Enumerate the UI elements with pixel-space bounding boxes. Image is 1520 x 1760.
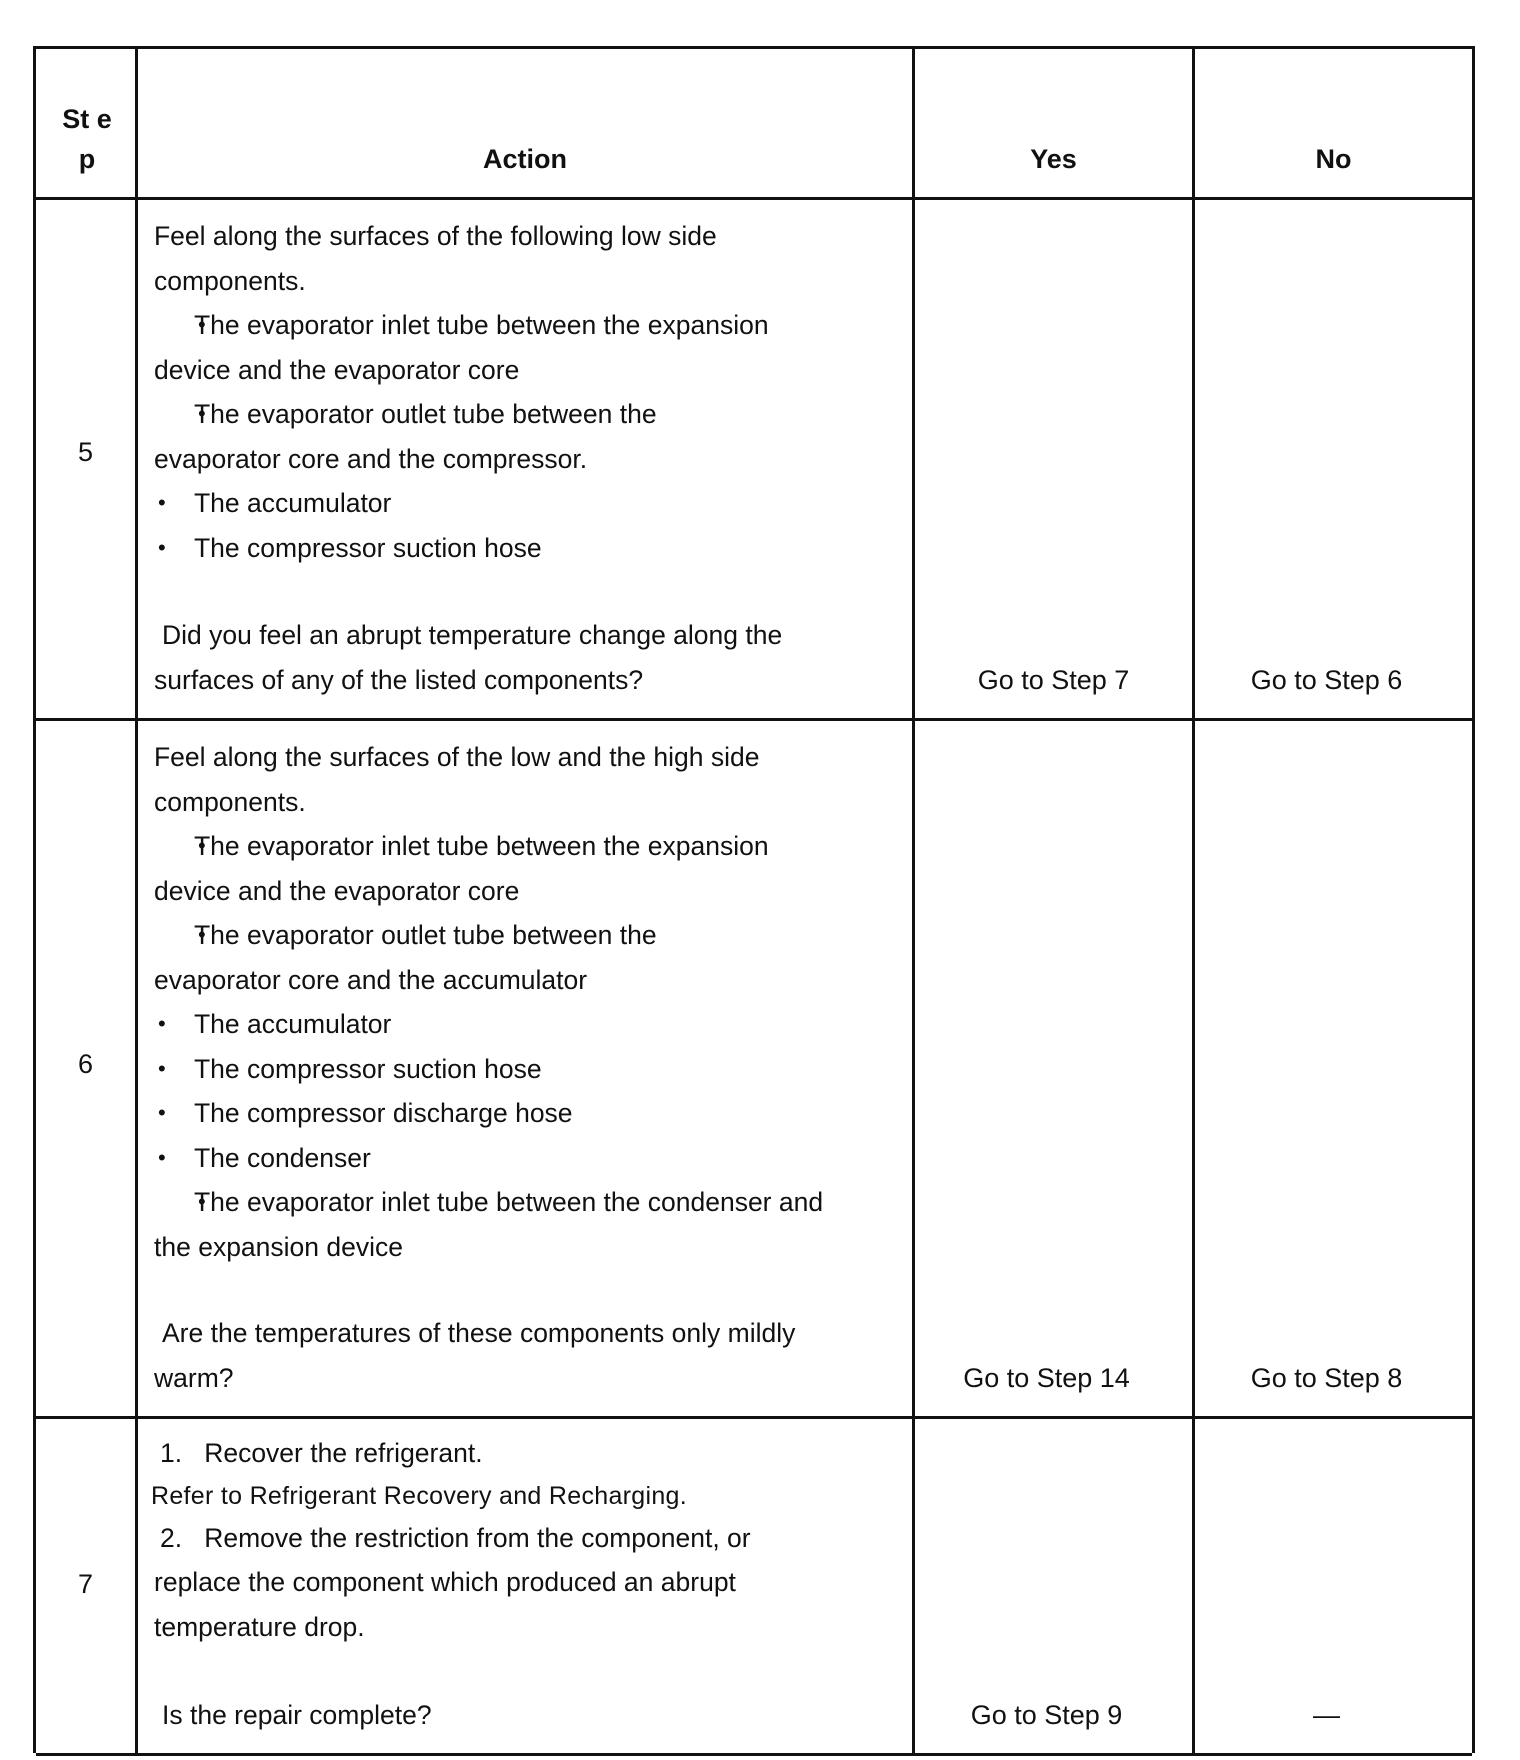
reference-note: Refer to Refrigerant Recovery and Recharging.: [151, 1481, 687, 1510]
list-item: • The compressor suction hose: [154, 526, 892, 571]
step-row-5: [36, 200, 1472, 721]
step-number: 7: [77, 1569, 94, 1599]
no-result: —: [1313, 1700, 1340, 1730]
no-cell: [1195, 200, 1472, 718]
list-item: • The compressor suction hose: [154, 1047, 892, 1092]
step-number: 5: [77, 437, 94, 467]
yes-result: Go to Step 9: [970, 1700, 1123, 1730]
list-item: • The accumulator: [154, 481, 892, 526]
header-action-cell: [138, 49, 915, 197]
yes-cell: [915, 200, 1195, 718]
yes-cell: [915, 1419, 1195, 1753]
header-no: No: [1315, 144, 1352, 174]
list-item: • The evaporator inlet tube between the condenser and the expansion device: [154, 1180, 834, 1269]
list-item: • The evaporator outlet tube between the evaporator core and the accumulator: [154, 913, 754, 1002]
step-cell: [36, 721, 138, 1416]
list-item: 2. Remove the restriction from the component, or replace the component which produced an abrupt temperature drop.: [154, 1522, 758, 1642]
no-result: Go to Step 8: [1250, 1363, 1403, 1393]
action-question: [154, 613, 892, 702]
action-question: [154, 1311, 892, 1400]
header-yes: Yes: [1030, 144, 1077, 174]
question-text: Did you feel an abrupt temperature change along the surfaces of any of the listed components?: [154, 620, 783, 695]
diagnostic-table: [33, 46, 1475, 1753]
action-cell: [138, 1419, 915, 1753]
list-item: • The condenser: [154, 1136, 892, 1181]
list-item: 1. Recover the refrigerant.: [160, 1438, 483, 1468]
action-text: [154, 735, 892, 1269]
yes-cell: [915, 721, 1195, 1416]
action-cell: [138, 721, 915, 1416]
header-step: St ep: [62, 104, 112, 174]
header-row: [36, 49, 1472, 200]
header-yes-cell: [915, 49, 1195, 197]
yes-result: Go to Step 7: [977, 665, 1130, 695]
no-result: Go to Step 6: [1250, 665, 1403, 695]
list-item: • The evaporator inlet tube between the expansion device and the evaporator core: [154, 303, 834, 392]
header-action: Action: [483, 144, 567, 174]
list-item: • The compressor discharge hose: [154, 1091, 892, 1136]
step-cell: [36, 200, 138, 718]
step-row-7: [36, 1419, 1472, 1756]
action-text: [154, 214, 892, 570]
step-cell: [36, 1419, 138, 1753]
no-cell: [1195, 1419, 1472, 1753]
action-intro: Feel along the surfaces of the following low side components.: [154, 221, 717, 296]
action-intro: Feel along the surfaces of the low and the high side components.: [154, 742, 760, 817]
header-step-cell: [36, 49, 138, 197]
step-number: 6: [77, 1049, 94, 1079]
yes-result: Go to Step 14: [963, 1363, 1130, 1393]
question-text: Is the repair complete?: [162, 1699, 432, 1730]
list-item: • The evaporator inlet tube between the expansion device and the evaporator core: [154, 824, 834, 913]
list-item: • The evaporator outlet tube between the evaporator core and the compressor.: [154, 392, 754, 481]
question-text: Are the temperatures of these components only mildly warm?: [154, 1318, 796, 1393]
action-text: [151, 1431, 892, 1649]
no-cell: [1195, 721, 1472, 1416]
list-item: • The accumulator: [154, 1002, 892, 1047]
header-no-cell: [1195, 49, 1472, 197]
action-cell: [138, 200, 915, 718]
action-question: [154, 1693, 892, 1738]
step-row-6: [36, 721, 1472, 1419]
